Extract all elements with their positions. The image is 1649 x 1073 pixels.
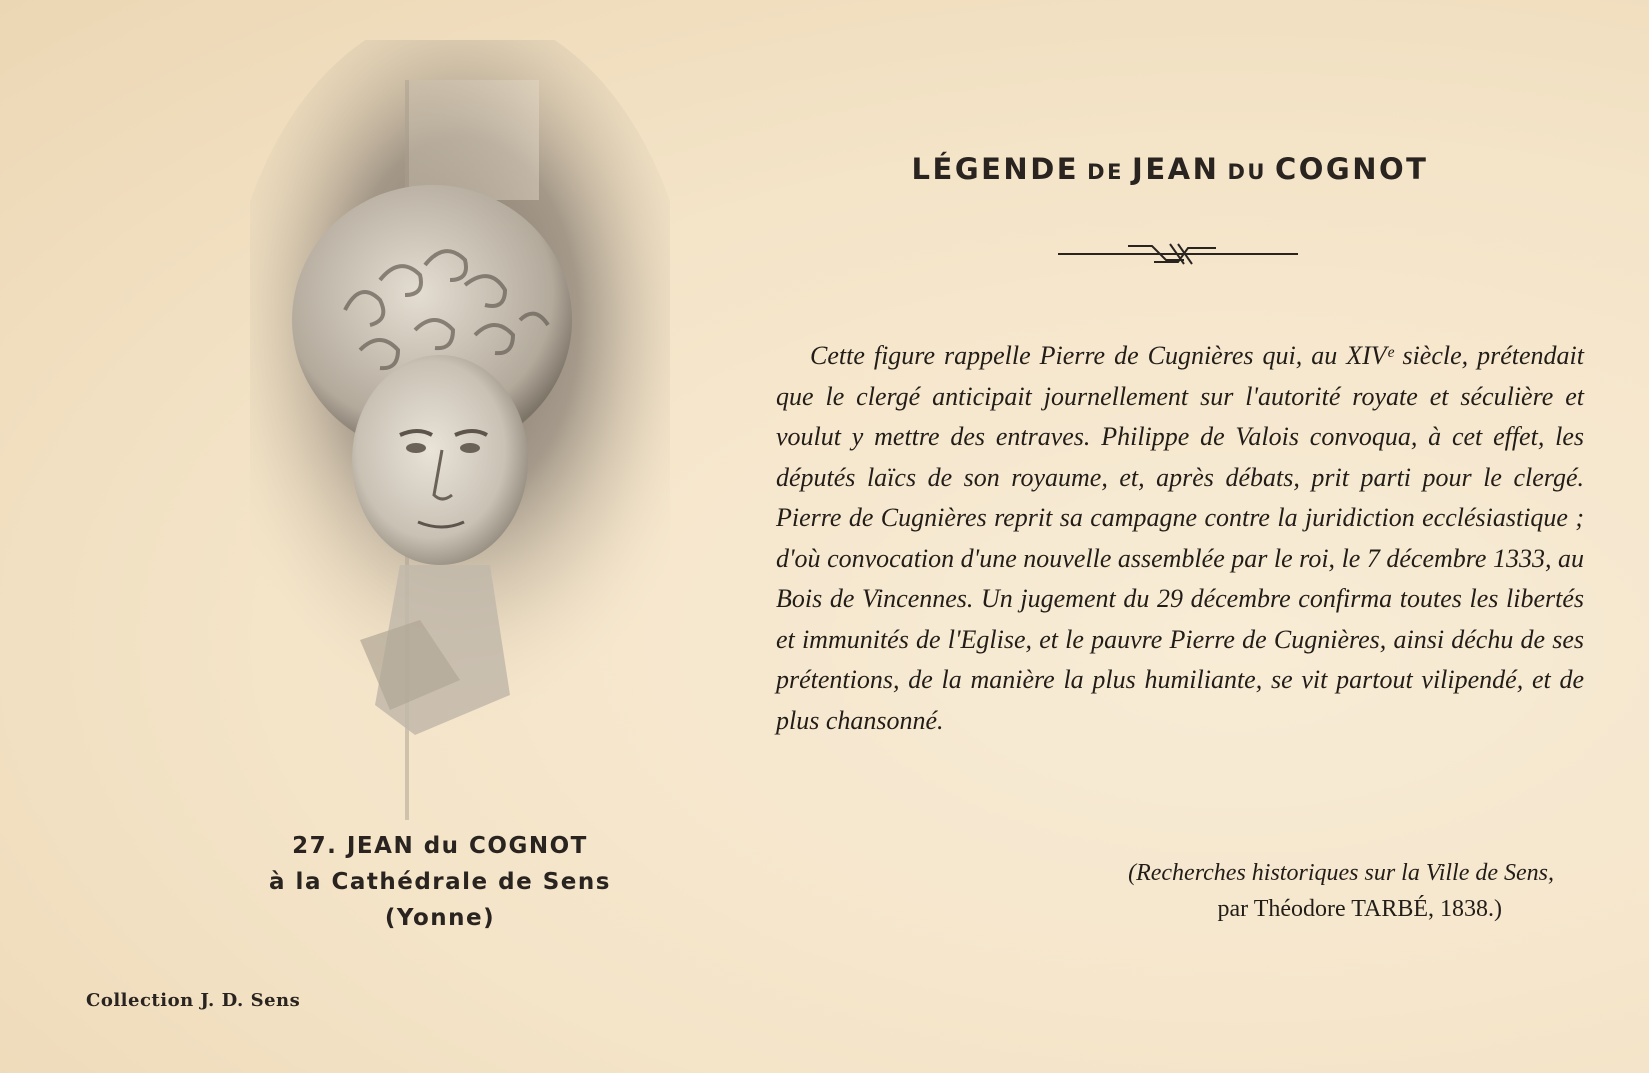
source-citation [950, 855, 1570, 927]
legend-paragraph [776, 336, 1584, 741]
caption-line-1: 27. JEAN du COGNOT [292, 833, 588, 859]
source-line-1: (Recherches historiques sur la Ville de Sens, [1128, 860, 1554, 886]
title-word-du: DU [1227, 160, 1267, 184]
title-word-legende: LÉGENDE [911, 152, 1080, 186]
divider-ornament [1058, 238, 1298, 268]
title-word-cognot: COGNOT [1275, 152, 1429, 186]
legend-text: Cette figure rappelle Pierre de Cugnières qui, au XIVᵉ siècle, prétendait que le clergé anticipait journellement sur l'autorité royate et séculière et voulut y mettre des entraves. Philippe de Valois convoqua, à cet effet, les députés laïcs de son royaume, et, après débats, prit parti pour le clergé. Pierre de Cugnières reprit sa campagne contre la juridiction ecclésiastique ; d'où convocation d'une nouvelle assemblée par le roi, le 7 décembre 1333, au Bois de Vincennes. Un jugement du 29 décembre confirma toutes les libertés et immunités de l'Eglise, et le pauvre Pierre de Cugnières, ainsi déchu de ses prétentions, de la manière la plus humiliante, se vit partout vilipendé, et de plus chansonné. [776, 341, 1584, 735]
sculpture-photo [250, 40, 670, 820]
caption-line-3: (Yonne) [384, 905, 496, 931]
photo-caption [170, 828, 710, 936]
legend-title [860, 152, 1480, 186]
title-word-jean: JEAN [1132, 152, 1220, 186]
title-word-de: DE [1087, 160, 1124, 184]
caption-line-2: à la Cathédrale de Sens [269, 869, 611, 895]
collection-credit: Collection J. D. Sens [86, 990, 301, 1011]
source-line-2: par Théodore TARBÉ, 1838.) [1217, 896, 1502, 922]
